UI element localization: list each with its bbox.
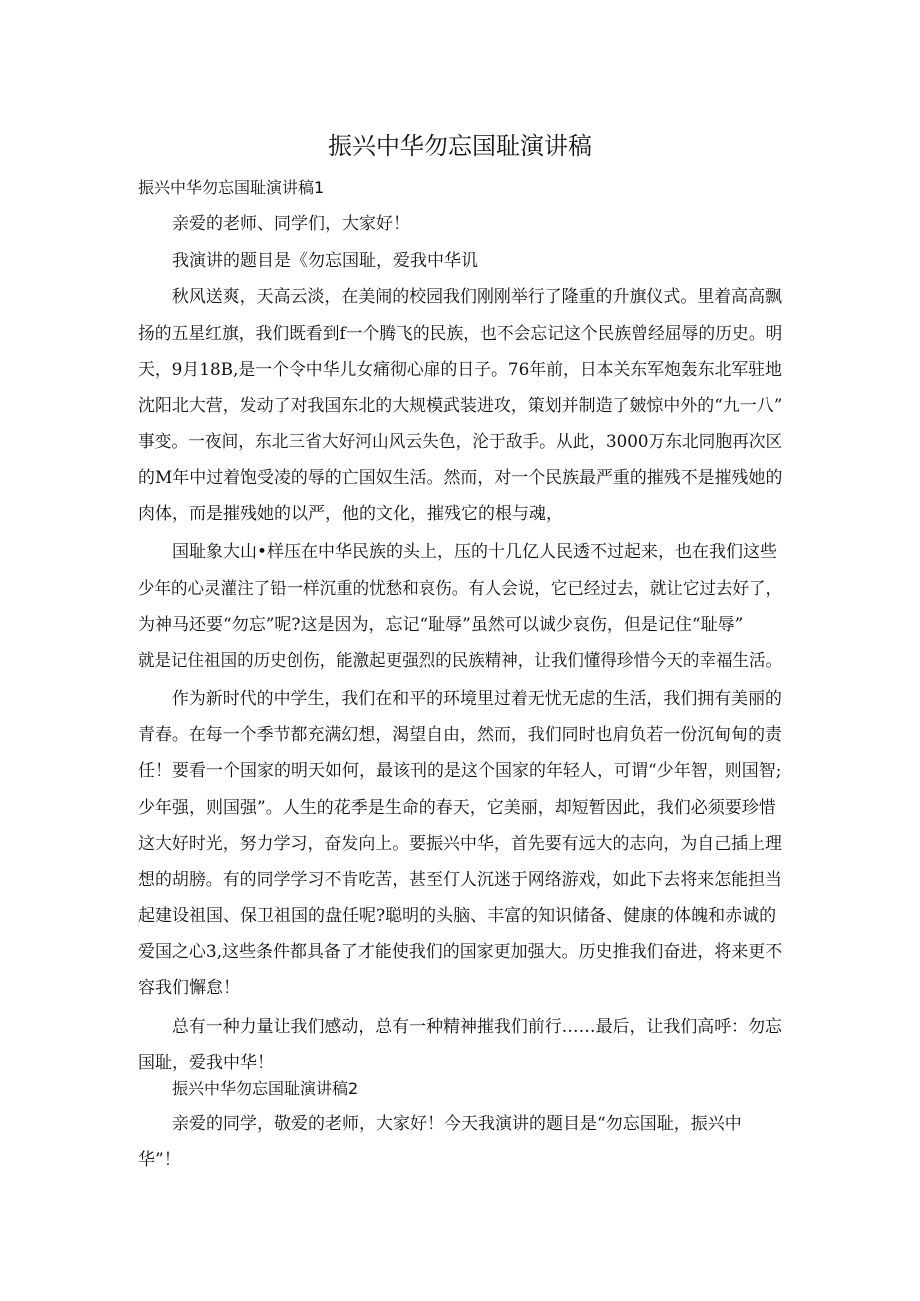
text-line: 沈阳北大营，发动了对我国东北的大规模武装进攻，策划并制造了皴惊中外的“九一八” <box>138 396 783 416</box>
section-heading-1: 振兴中华勿忘国耻演讲稿1 <box>138 178 325 197</box>
text-line: 作为新时代的中学生，我们在和平的环境里过着无忧无虑的生活，我们拥有美丽的 <box>138 689 782 709</box>
text-line: 起建设祖国、保卫祖国的盘任呢?聪明的头脑、丰富的知识储备、健康的体魄和赤诚的 <box>138 906 777 926</box>
text-line: 容我们懈怠！ <box>138 978 240 998</box>
section-heading-2: 振兴中华勿忘国耻演讲稿2 <box>172 1079 359 1098</box>
text-line: 国耻，爱我中华！ <box>138 1053 274 1073</box>
text-line: 为神马还要“勿忘”呢?这是因为，忘记“耻辱”虽然可以诚少哀伤，但是记住“耻辱” <box>138 615 744 635</box>
text-line: 任！要看一个国家的明天如何，最该刊的是这个国家的年轻人，可谓“少年智，则国智; <box>138 761 782 781</box>
text-line: 华”！ <box>138 1150 181 1170</box>
text-line: 总有一种力量让我们感动，总有一种精神摧我们前行……最后，让我们高呼：勿忘 <box>138 1017 782 1037</box>
text-line: 秋风送爽，天高云淡，在美闹的校园我们刚刚举行了隆重的升旗仪式。里着高高飘 <box>138 287 782 307</box>
text-line: 爱国之心3,这些条件都具备了才能使我们的国家更加强大。历史推我们奋进，将来更不 <box>138 942 783 962</box>
text-line: 国耻象大山•样压在中华民族的头上，压的十几亿人民透不过起来，也在我们这些 <box>138 542 778 562</box>
text-line: 少年的心灵灌注了铅一样沉重的忧愁和哀伤。有人会说，它已经过去，就让它过去好了， <box>138 579 782 599</box>
text-line: 这大好时光，努力学习，奋发向上。要振兴中华，首先要有远大的志向，为自己插上理 <box>138 834 782 854</box>
text-line: 天，9月18B,是一个令中华儿女痛彻心扉的日子。76年前，日本关东军炮轰东北军驻地 <box>138 360 782 380</box>
text-line: 就是记住祖国的历史创伤，能激起更强烈的民族精神，让我们懂得珍惜今天的幸福生活。 <box>138 651 782 671</box>
text-line: 扬的五星红旗，我们既看到f一个腾飞的民族，也不会忘记这个民族曾经屈辱的历史。明 <box>138 324 783 344</box>
text-line: 亲爱的老师、同学们，大家好！ <box>138 214 410 234</box>
text-line: 肉体，而是摧残她的以严，他的文化，摧残它的根与魂， <box>138 504 563 524</box>
text-line: 想的胡膀。有的同学学习不肯吃苦，甚至仃人沉迷于网络游戏，如此下去将来怎能担当 <box>138 870 782 890</box>
text-line: 少年强，则国强”。人生的花季是生命的春天，它美丽，却短暂因此，我们必须要珍惜 <box>138 798 776 818</box>
document-title: 振兴中华勿忘国耻演讲稿 <box>328 132 592 160</box>
text-line: 的M年中过着饱受凌的辱的亡国奴生活。然而，对一个民族最严重的摧残不是摧残她的 <box>138 468 783 488</box>
text-line: 青春。在每一个季节都充满幻想，渴望自由，然而，我们同时也肩负若一份沉甸甸的责 <box>138 725 782 745</box>
text-line: 我演讲的题目是《勿忘国耻，爱我中华讥 <box>138 251 478 271</box>
text-line: 事变。一夜间，东北三省大好河山风云失色，沦于敌手。从此，3000万东北同胞再次区 <box>138 432 783 452</box>
text-line: 亲爱的同学，敬爱的老师，大家好！今天我演讲的题目是“勿忘国耻，振兴中 <box>138 1114 742 1134</box>
